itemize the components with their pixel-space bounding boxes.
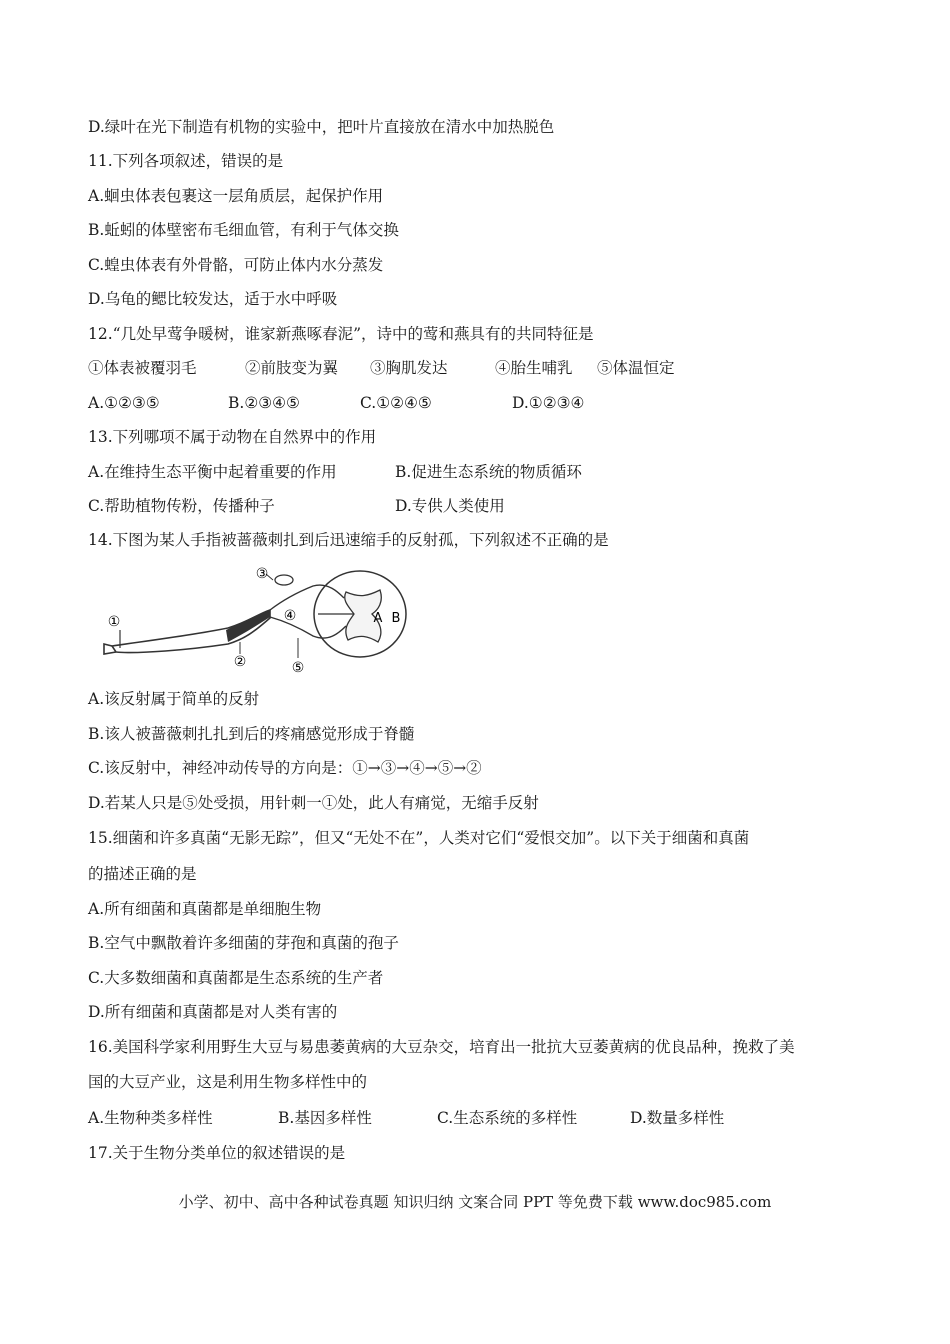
q14-option-c: C.该反射中，神经冲动传导的方向是：①→③→④→⑤→② (88, 759, 482, 777)
q12-feature-3: ③胸肌发达 (370, 359, 448, 377)
q13-option-d: D.专供人类使用 (395, 497, 505, 515)
label-1: ① (107, 614, 121, 630)
q10-option-d: D.绿叶在光下制造有机物的实验中，把叶片直接放在清水中加热脱色 (88, 118, 555, 136)
q16-stem-line1: 16.美国科学家利用野生大豆与易患萎黄病的大豆杂交，培育出一批抗大豆萎黄病的优良品种，挽救了美 (88, 1038, 795, 1056)
q16-option-d: D.数量多样性 (630, 1109, 725, 1127)
q12-stem: 12.“几处早莺争暖树，谁家新燕啄春泥”，诗中的莺和燕具有的共同特征是 (88, 325, 594, 343)
label-4: ④ (283, 608, 297, 624)
reflex-arc-figure (98, 562, 418, 680)
q16-option-b: B.基因多样性 (278, 1109, 372, 1127)
label-3: ③ (255, 566, 269, 582)
q16-option-a: A.生物种类多样性 (88, 1109, 213, 1127)
q11-option-a: A.蛔虫体表包裹这一层角质层，起保护作用 (88, 187, 384, 205)
page-footer: 小学、初中、高中各种试卷真题 知识归纳 文案合同 PPT 等免费下载 www.doc985.com (178, 1193, 772, 1211)
sensory-nerve (270, 585, 344, 610)
q11-stem: 11.下列各项叙述，错误的是 (88, 152, 284, 170)
q15-option-b: B.空气中飘散着许多细菌的芽孢和真菌的孢子 (88, 934, 399, 952)
q14-option-b: B.该人被蔷薇刺扎扎到后的疼痛感觉形成于脊髓 (88, 725, 415, 743)
q15-stem-line1: 15.细菌和许多真菌“无影无踪”，但又“无处不在”，人类对它们“爱恨交加”。以下关于细菌和真菌 (88, 829, 750, 847)
q12-option-c: C.①②④⑤ (360, 394, 432, 412)
label-a: A (373, 611, 383, 626)
q15-stem-line2: 的描述正确的是 (88, 865, 197, 883)
label-2: ② (233, 654, 247, 670)
q16-stem-line2: 国的大豆产业，这是利用生物多样性中的 (88, 1073, 368, 1091)
q13-option-b: B.促进生态系统的物质循环 (395, 463, 582, 481)
q13-option-c: C.帮助植物传粉，传播种子 (88, 497, 275, 515)
q17-stem: 17.关于生物分类单位的叙述错误的是 (88, 1144, 346, 1162)
q16-option-c: C.生态系统的多样性 (437, 1109, 578, 1127)
q15-option-c: C.大多数细菌和真菌都是生态系统的生产者 (88, 969, 384, 987)
q14-option-a: A.该反射属于简单的反射 (88, 690, 260, 708)
q13-option-a: A.在维持生态平衡中起着重要的作用 (88, 463, 337, 481)
q12-feature-2: ②前肢变为翼 (245, 359, 339, 377)
q12-option-d: D.①②③④ (512, 394, 585, 412)
ganglion (275, 575, 293, 585)
label-5: ⑤ (291, 660, 305, 676)
q11-option-d: D.乌龟的鳃比较发达，适于水中呼吸 (88, 290, 338, 308)
q14-option-d: D.若某人只是⑤处受损，用针刺一①处，此人有痛觉，无缩手反射 (88, 794, 539, 812)
q15-option-a: A.所有细菌和真菌都是单细胞生物 (88, 900, 322, 918)
q11-option-c: C.蝗虫体表有外骨骼，可防止体内水分蒸发 (88, 256, 384, 274)
label-b: B (391, 611, 401, 626)
q12-option-b: B.②③④⑤ (228, 394, 300, 412)
q12-option-a: A.①②③⑤ (88, 394, 160, 412)
q12-feature-4: ④胎生哺乳 (495, 359, 573, 377)
q13-stem: 13.下列哪项不属于动物在自然界中的作用 (88, 428, 377, 446)
q15-option-d: D.所有细菌和真菌都是对人类有害的 (88, 1003, 338, 1021)
q12-feature-5: ⑤体温恒定 (597, 359, 675, 377)
q12-feature-1: ①体表被覆羽毛 (88, 359, 197, 377)
q14-stem: 14.下图为某人手指被蔷薇刺扎到后迅速缩手的反射孤，下列叙述不正确的是 (88, 531, 609, 549)
q11-option-b: B.蚯蚓的体壁密布毛细血管，有利于气体交换 (88, 221, 399, 239)
motor-nerve (270, 617, 346, 638)
